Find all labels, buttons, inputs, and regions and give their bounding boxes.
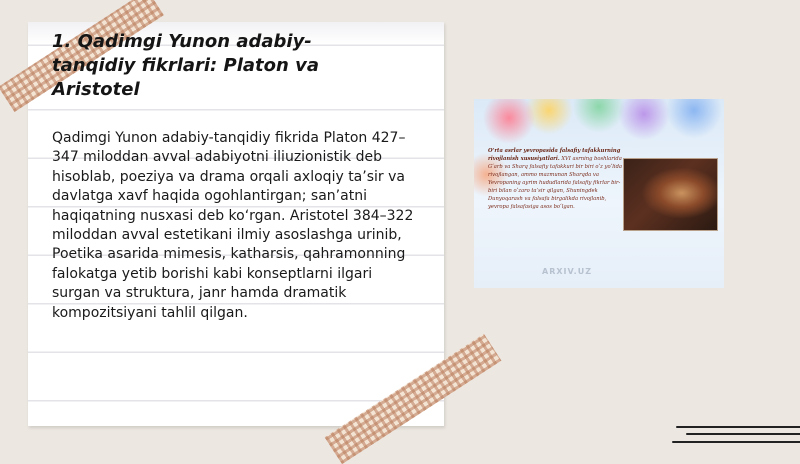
- slide-title: 1. Qadimgi Yunon adabiy-tanqidiy fikrlari: Platon va Aristotel: [52, 31, 319, 100]
- embedded-slide-image: [474, 99, 724, 288]
- watermark-logo: ARXIV.UZ: [542, 267, 592, 276]
- decorative-stroke: [686, 433, 800, 435]
- scholar-portrait-image: [623, 158, 718, 231]
- embedded-slide-paragraph: XVI asrning boshlarida G‘arb va Sharq falsafiy tafakkuri bir biri o‘z yo‘lida rivojlangan, ammo mazmunan Sharqda va Yevropaning ayrim hududlarida falsafiy fikrlar bir-biri bilan o‘zaro ta’sir qilgan, Shuningdek Dunyoqarash va falsafa birgalikda rivojlanib, yevropa falsafasiga asos bo‘lgan.: [488, 156, 622, 210]
- slide-body-text: Qadimgi Yunon adabiy-tanqidiy fikrida Platon 427–347 miloddan avval adabiyotni iliuzionistik deb hisoblab, poeziya va drama orqali axloqiy ta’sir va davlatga xavf haqida ogohlantirgan; san’atni haqiqatning nusxasi deb ko‘rgan. Aristotel 384–322 miloddan avval estetikani ilmiy asoslashga urinib, Poetika asarida mimesis, katharsis, qahramonning falokatga yetib borishi kabi konseptlarni ilgari surgan va struktura, janr hamda dramatik kompozitsiyani tahlil qilgan.: [52, 130, 414, 321]
- decorative-stroke: [672, 441, 800, 443]
- decorative-stroke: [676, 426, 800, 428]
- embedded-slide-text: [488, 147, 628, 211]
- embedded-slide-heading: O‘rta asrlar yevropasida falsafiy tafakkurning rivojlanish xususiyatlari.: [488, 148, 621, 162]
